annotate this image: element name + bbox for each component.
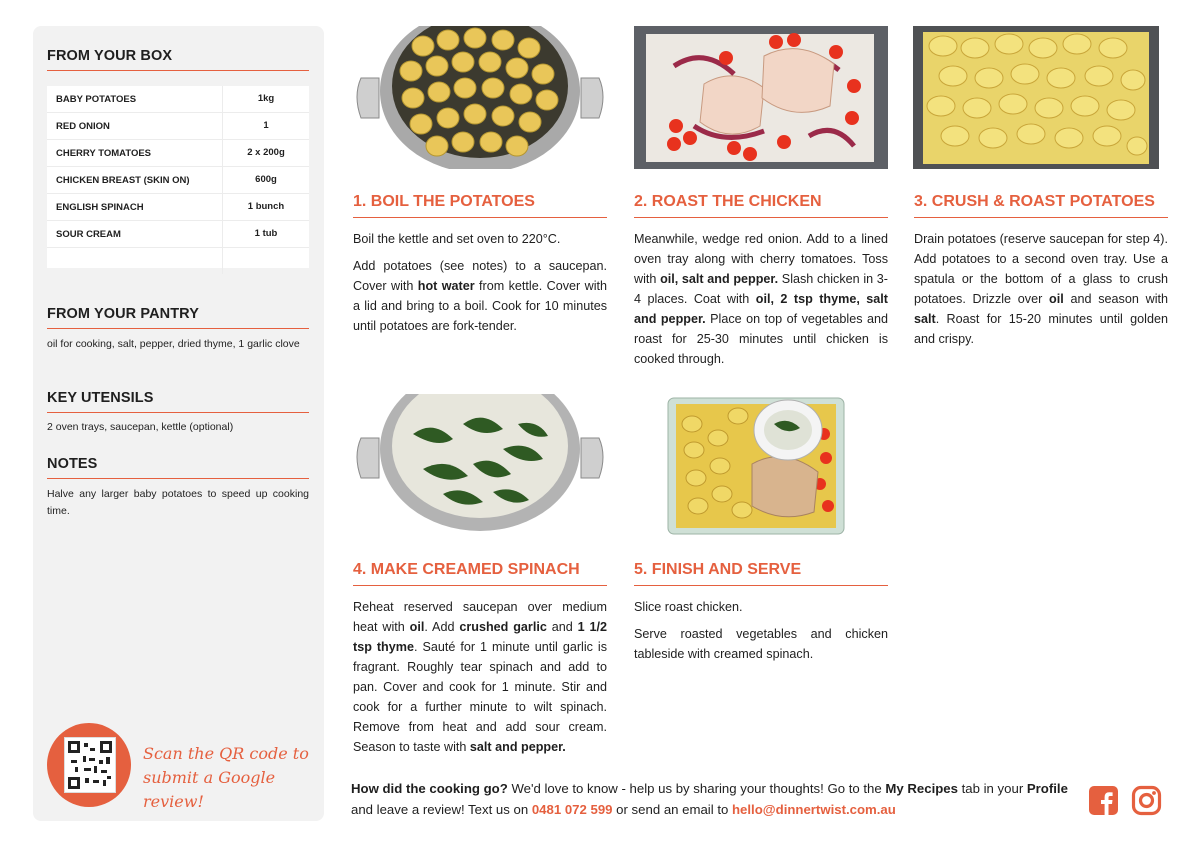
text-run: Slash chicken in 3-4 places. Coat with [634,272,888,306]
step-3-body [914,229,1168,356]
ingredient-qty: 600g [222,167,309,193]
bold-run: oil [1049,292,1064,306]
feedback-footer [351,778,1071,820]
bold-run: 1 1/2 tsp thyme [353,620,608,654]
table-row [47,167,309,194]
ingredient-qty: 1 tub [222,221,309,247]
feedback-text-3: and leave a review! Text us on [351,802,532,817]
qr-caption-line2: submit a Google review! [143,768,276,811]
step-4-title: 4. MAKE CREAMED SPINACH [353,561,607,586]
text-run: Place on top of vegetables and roast for 25-30 minutes until chicken is cooked through. [634,312,888,366]
ingredient-qty: 1 [222,113,309,139]
qr-caption-line1: Scan the QR code to [143,744,309,763]
text-run: and [546,620,578,634]
pantry-text: oil for cooking, salt, pepper, dried thyme, 1 garlic clove [47,338,300,350]
ingredient-qty: 1 bunch [222,194,309,220]
from-your-box-heading: FROM YOUR BOX [47,48,309,71]
step-paragraph [914,229,1168,349]
table-row-empty [47,248,309,274]
text-run: and season with [1063,292,1169,306]
step-2-title: 2. ROAST THE CHICKEN [634,193,888,218]
step-2-body [634,229,888,376]
step-5-body [634,597,888,671]
ingredient-name: RED ONION [56,120,110,132]
text-run: Drain potatoes (reserve saucepan for step 4). Add potatoes to a second oven tray. Use a spatula or the bottom of a glass to crush potatoes. Drizzle over [914,232,1168,306]
step-paragraph [634,229,888,369]
text-run: . Add [424,620,460,634]
my-recipes-link[interactable]: My Recipes [885,781,958,796]
text-run: Reheat reserved saucepan over medium heat with [353,600,607,634]
profile-link[interactable]: Profile [1026,781,1068,796]
qr-caption [143,742,313,814]
table-row [47,86,309,113]
table-row [47,113,309,140]
ingredient-name: ENGLISH SPINACH [56,201,144,213]
feedback-text-4: or send an email to [612,802,732,817]
instagram-icon[interactable] [1131,785,1162,816]
bold-run: salt [914,312,936,326]
text-run: Slice roast chicken. [634,600,743,614]
text-run: Meanwhile, wedge red onion. Add to a lined oven tray along with cherry tomatoes. Toss with [634,232,888,286]
text-run: . Roast for 15-20 minutes until golden and crispy. [914,312,1168,346]
table-row [47,194,309,221]
text-run: Boil the kettle and set oven to 220°C. [353,232,561,246]
step-1-image [353,26,607,169]
step-2-image [634,26,888,169]
text-run: Serve roasted vegetables and chicken tableside with creamed spinach. [634,627,888,661]
table-row [47,221,309,248]
text-run: Add potatoes (see notes) to a saucepan. Cover with [353,259,607,293]
ingredients-table [47,86,309,268]
bold-run: hot water [417,279,475,293]
ingredient-qty-empty [222,248,309,274]
step-paragraph [634,624,888,664]
sidebar-panel [33,26,324,821]
step-3-image [913,26,1159,169]
ingredient-name: SOUR CREAM [56,228,121,240]
table-row [47,140,309,167]
utensils-heading: KEY UTENSILS [47,390,309,413]
text-run: . Sauté for 1 minute until garlic is fragrant. Roughly tear spinach and add to pan. Cover and cook for 1 minute. Stir and cook for a further minute to wilt spinach. Remove from heat and add sour cream. Season to taste with [353,640,608,754]
notes-text: Halve any larger baby potatoes to speed up cooking time. [47,488,309,517]
pantry-heading: FROM YOUR PANTRY [47,306,309,329]
step-5-image [634,394,888,537]
ingredient-name: CHERRY TOMATOES [56,147,152,159]
ingredient-qty: 2 x 200g [222,140,309,166]
step-4-image [353,394,607,537]
step-4-body [353,597,607,764]
notes-heading: NOTES [47,456,309,479]
ingredient-qty: 1kg [222,86,309,112]
step-paragraph [353,229,607,249]
feedback-text-1: We'd love to know - help us by sharing your thoughts! Go to the [507,781,886,796]
feedback-text-2: tab in your [957,781,1027,796]
step-paragraph [634,597,888,617]
email-link[interactable]: hello@dinnertwist.com.au [732,802,896,817]
ingredient-name: CHICKEN BREAST (SKIN ON) [56,174,190,186]
step-paragraph [353,256,607,336]
qr-code-icon[interactable] [64,737,116,793]
bold-run: oil [409,620,425,634]
utensils-text: 2 oven trays, saucepan, kettle (optional) [47,421,234,433]
phone-link[interactable]: 0481 072 599 [531,802,613,817]
text-run: from kettle. Cover with a lid and bring to a boil. Cook for 10 minutes until potatoes are fork-tender. [353,279,607,333]
bold-run: oil, salt and pepper. [660,272,779,286]
bold-run: salt and pepper. [469,740,566,754]
step-5-title: 5. FINISH AND SERVE [634,561,888,586]
qr-badge[interactable] [47,723,131,807]
feedback-question: How did the cooking go? [351,781,508,796]
step-paragraph [353,597,607,757]
ingredient-name: BABY POTATOES [56,93,137,105]
bold-run: oil, 2 tsp thyme, salt and pepper. [634,292,888,326]
step-1-body [353,229,607,343]
step-1-title: 1. BOIL THE POTATOES [353,193,607,218]
bold-run: crushed garlic [459,620,547,634]
step-3-title: 3. CRUSH & ROAST POTATOES [914,193,1168,218]
facebook-icon[interactable] [1088,785,1119,816]
